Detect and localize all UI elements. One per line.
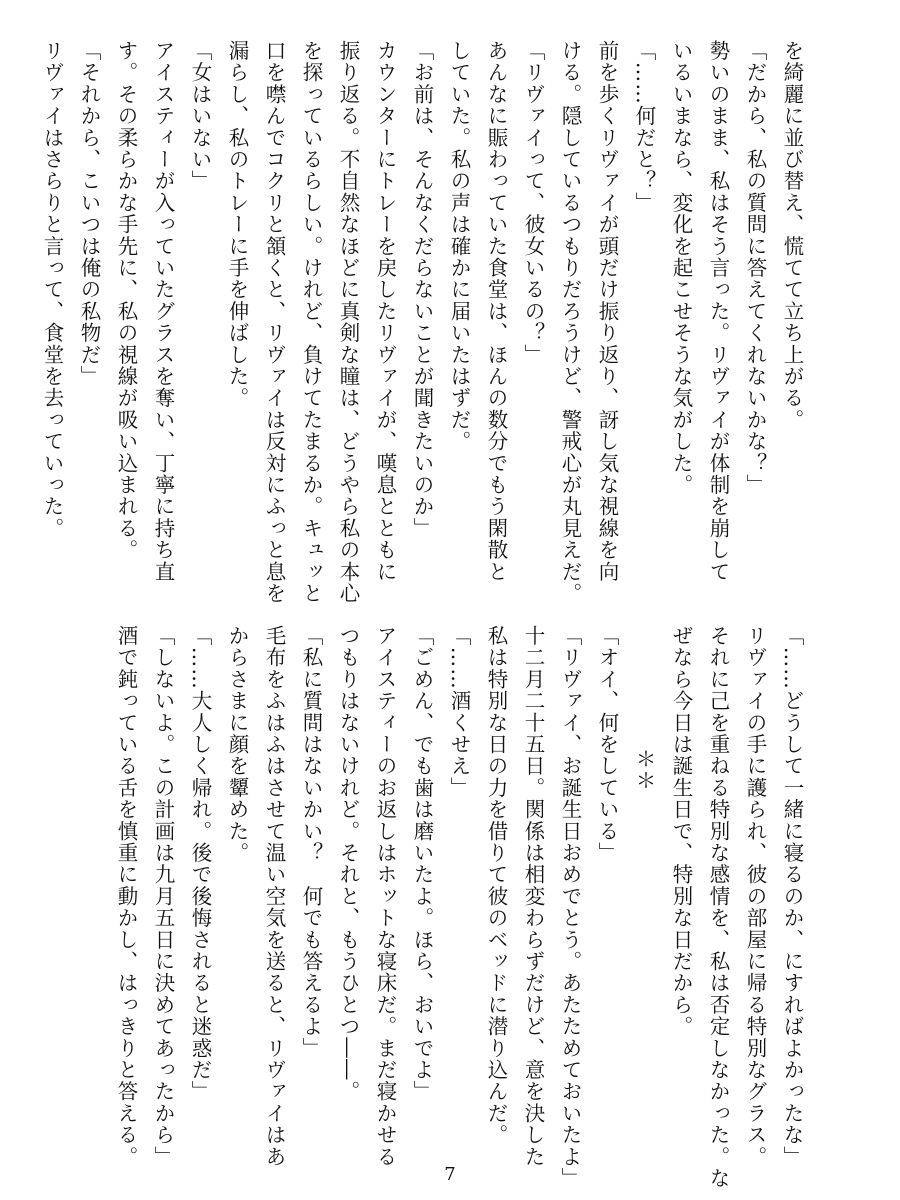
bottom-text-block — [107, 625, 810, 1190]
text-line: 前を歩くリヴァイが頭だけ振り返り、訝し気な視線を向 — [595, 40, 619, 583]
text-line: つもりはないけれど。それと、もうひとつ――。 — [336, 625, 360, 1103]
text-line: いるいまなら、変化を起こせそうな気がした。 — [669, 40, 693, 496]
text-line: 「リヴァイって、彼女いるの？」 — [521, 40, 545, 366]
text-line: 毛布をふはふはさせて温い空気を送ると、リヴァイはあ — [262, 625, 286, 1168]
top-text-block — [33, 40, 810, 605]
text-line: 「お前は、そんなくだらないことが聞きたいのか」 — [410, 40, 434, 540]
text-line: 勢いのまま、私はそう言った。リヴァイが体制を崩して — [706, 40, 730, 583]
text-line: リヴァイはさらりと言って、食堂を去っていった。 — [40, 40, 64, 540]
text-line: を綺麗に並び替え、慌てて立ち上がる。 — [780, 40, 804, 431]
text-line: 「オイ、何をしている」 — [595, 625, 619, 864]
text-line: あんなに賑わっていた食堂は、ほんの数分でもう閑散と — [484, 40, 508, 583]
text-line: 「ごめん、でも歯は磨いたよ。ほら、おいでよ」 — [410, 625, 434, 1103]
text-line: 「……大人しく帰れ。後で後悔されると迷惑だ」 — [188, 625, 212, 1103]
text-line: 振り返る。不自然なほどに真剣な瞳は、どうやら私の本心 — [336, 40, 360, 605]
text-line: ぜなら今日は誕生日で、特別な日だから。 — [669, 625, 693, 1038]
text-line: アイスティーが入っていたグラスを奪い、丁寧に持ち直 — [151, 40, 175, 583]
text-line: ける。隠しているつもりだろうけど、警戒心が丸見えだ。 — [558, 40, 582, 605]
text-line: 「それから、こいつは俺の私物だ」 — [77, 40, 101, 388]
text-line: からさまに顔を顰めた。 — [225, 625, 249, 864]
text-line: す。その柔らかな手先に、私の視線が吸い込まれる。 — [114, 40, 138, 561]
text-line: 私は特別な日の力を借りて彼のベッドに潜り込んだ。 — [484, 625, 508, 1146]
text-line: 「……何だと？」 — [632, 40, 656, 214]
text-line: 「女はいない」 — [188, 40, 212, 192]
text-line: カウンターにトレーを戻したリヴァイが、嘆息とともに — [373, 40, 397, 583]
text-line: を探っているらしい。けれど、負けてたまるか。キュッと — [299, 40, 323, 605]
text-line: 「私に質問はないかい？ 何でも答えるよ」 — [299, 625, 323, 1059]
text-line: 口を噤んでコクリと頷くと、リヴァイは反対にふっと息を — [262, 40, 286, 605]
text-line: それに己を重ねる特別な感情を、私は否定しなかった。な — [706, 625, 730, 1190]
text-line: 「しないよ。この計画は九月五日に決めてあったから」 — [151, 625, 175, 1168]
text-line: 「……酒くせえ」 — [447, 625, 471, 799]
section-break-marker: ＊＊ — [632, 748, 656, 792]
text-line: 「リヴァイ、お誕生日おめでとう。あたためておいたよ」 — [558, 625, 582, 1190]
text-line: していた。私の声は確かに届いたはずだ。 — [447, 40, 471, 453]
page-number: 7 — [444, 1164, 456, 1185]
text-line: リヴァイの手に護られ、彼の部屋に帰る特別なグラス。 — [743, 625, 767, 1168]
text-line: 「……どうして一緒に寝るのか、にすればよかったな」 — [780, 625, 804, 1168]
text-line: 「だから、私の質問に答えてくれないかな？」 — [743, 40, 767, 496]
text-line: 漏らし、私のトレーに手を伸ばした。 — [225, 40, 249, 409]
text-line: 酒で鈍っている舌を慎重に動かし、はっきりと答える。 — [114, 625, 138, 1168]
text-line: アイスティーのお返しはホットな寝床だ。まだ寝かせる — [373, 625, 397, 1168]
text-line: 十二月二十五日。関係は相変わらずだけど、意を決した — [521, 625, 545, 1168]
